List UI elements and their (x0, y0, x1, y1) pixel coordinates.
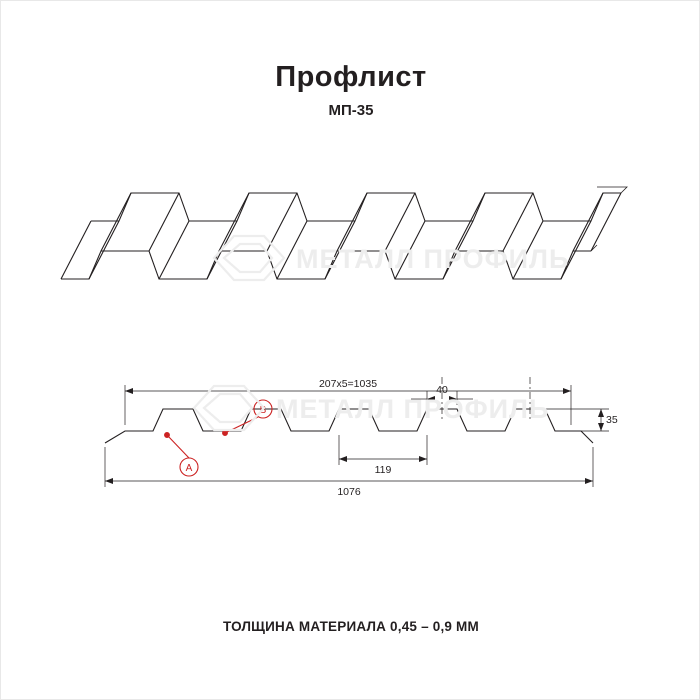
svg-text:МЕТАЛЛ ПРОФИЛЬ: МЕТАЛЛ ПРОФИЛЬ (296, 244, 570, 274)
dim-height: 35 (606, 414, 618, 426)
isometric-drawing (61, 161, 641, 341)
callout-a (165, 433, 198, 476)
dim-pitch-total: 207х5=1035 (318, 378, 378, 390)
dim-rib-top: 40 (436, 384, 448, 396)
callout-a-label: A (185, 463, 193, 474)
callout-b-label: B (259, 405, 267, 416)
dim-overall-width: 1076 (337, 486, 361, 498)
page-title: Профлист (275, 61, 427, 93)
material-thickness-note: ТОЛЩИНА МАТЕРИАЛА 0,45 – 0,9 ММ (223, 619, 479, 634)
product-code: МП-35 (328, 102, 374, 119)
dim-rib-base: 119 (374, 464, 392, 476)
section-drawing (101, 361, 621, 511)
svg-text:МЕТАЛЛ ПРОФИЛЬ: МЕТАЛЛ ПРОФИЛЬ (276, 394, 550, 424)
